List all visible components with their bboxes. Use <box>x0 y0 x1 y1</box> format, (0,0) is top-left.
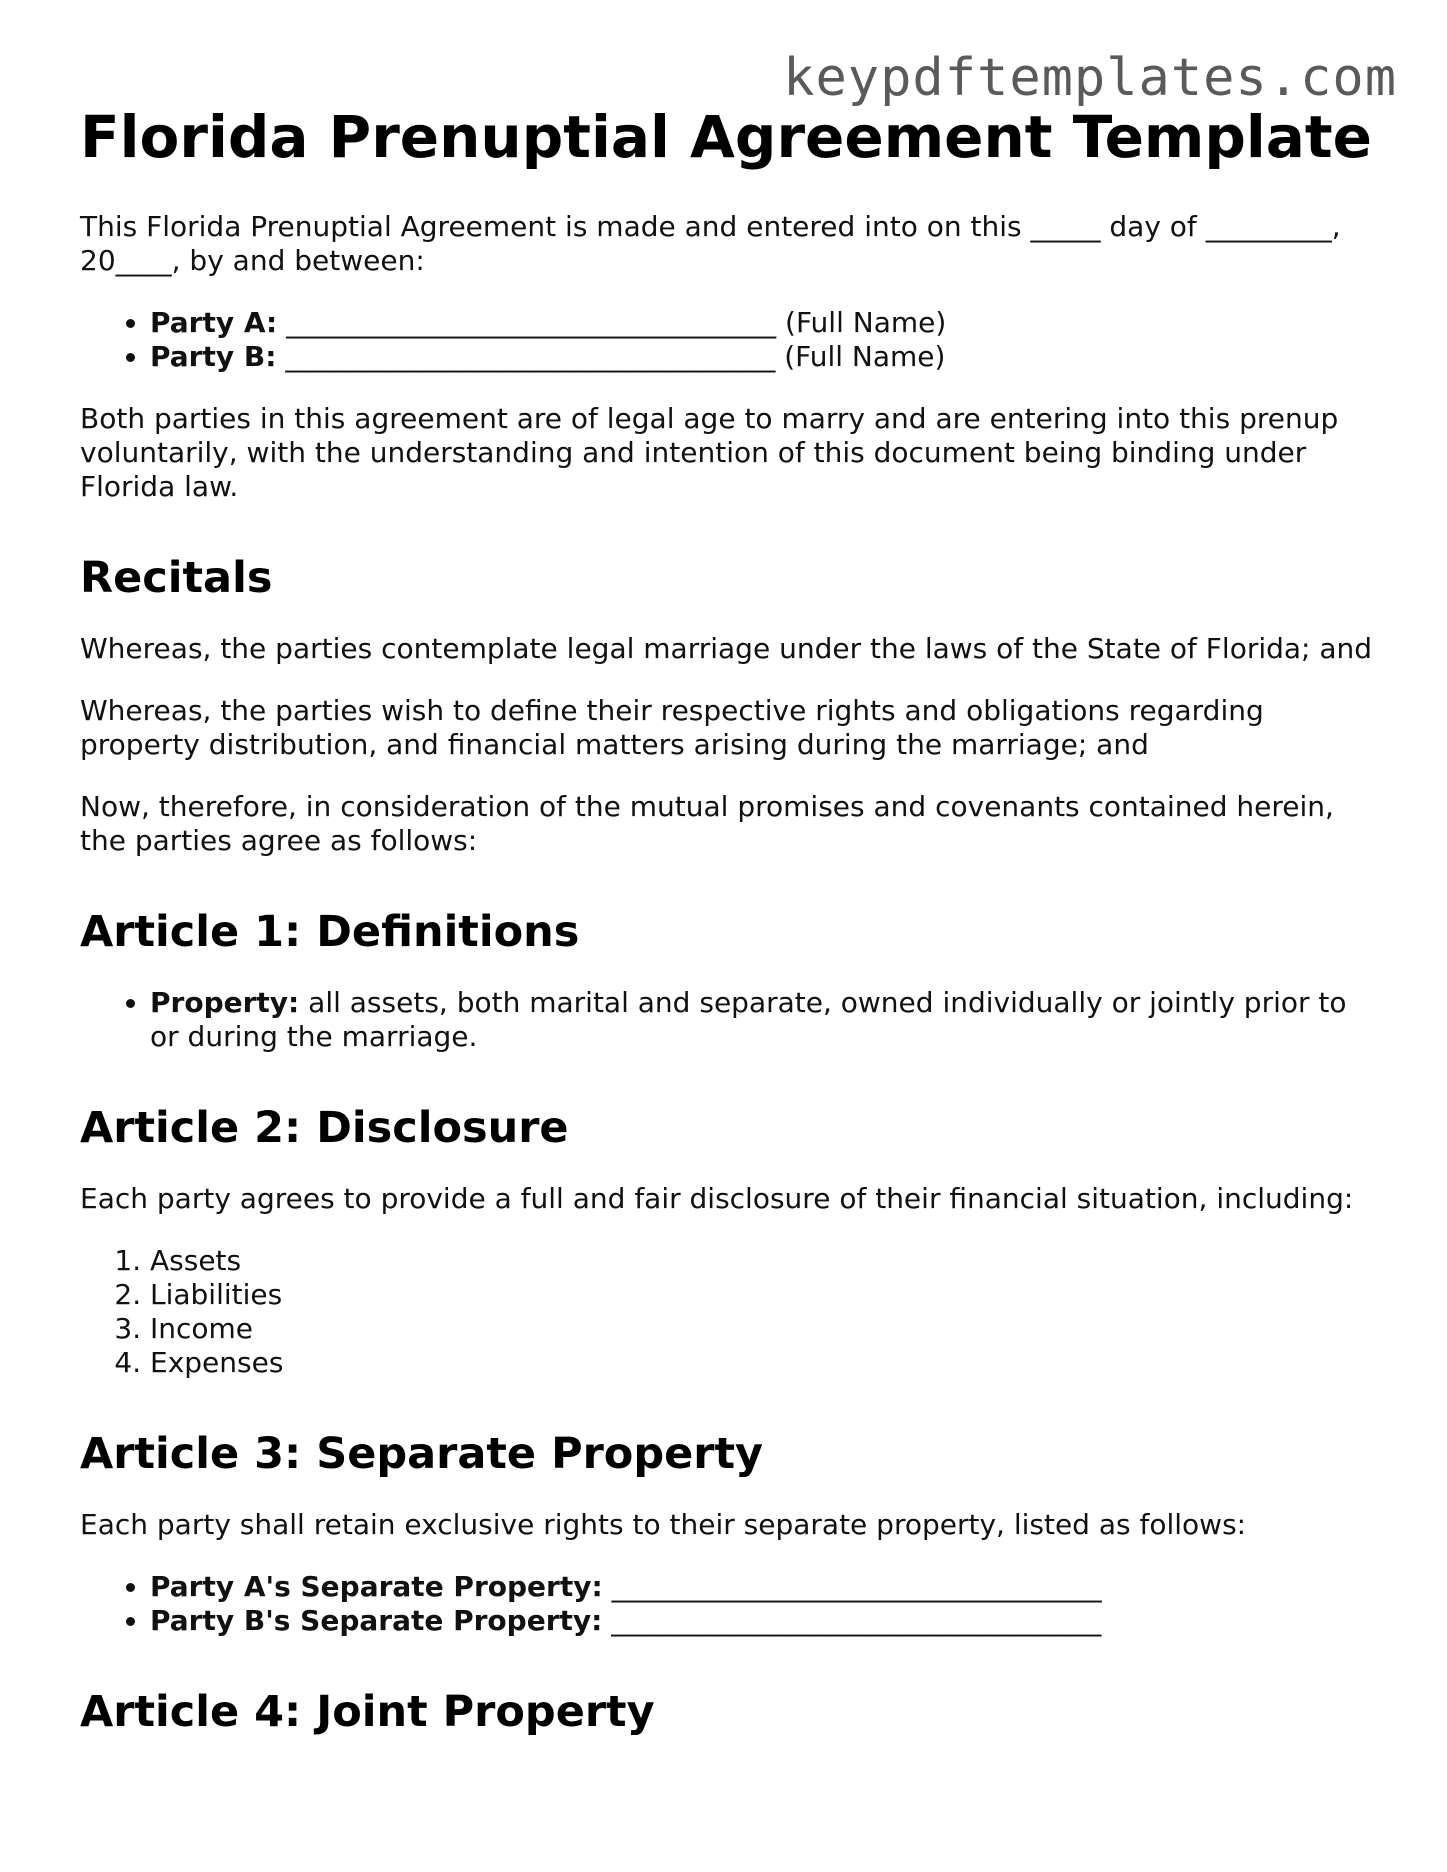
article-2-heading: Article 2: Disclosure <box>80 1103 569 1153</box>
document-page <box>80 102 1380 1738</box>
recital-paragraph-3: Now, therefore, in consideration of the mutual promises and covenants contained herein, the parties agree as follows: <box>80 790 1334 857</box>
parties-list <box>80 306 1380 374</box>
list-item <box>150 306 1380 340</box>
list-item: 3. Income <box>150 1312 1380 1346</box>
disclosure-list <box>80 1244 1380 1380</box>
recital-paragraph-2: Whereas, the parties wish to define their respective rights and obligations regarding property distribution, and financial matters arising during the marriage; and <box>80 694 1264 761</box>
list-item <box>150 986 1380 1054</box>
article-3-heading: Article 3: Separate Property <box>80 1429 764 1479</box>
party-b-blank: ___________________________________ (Full Name) <box>285 340 946 373</box>
party-a-label: Party A: <box>150 306 278 339</box>
party-b-label: Party B: <box>150 340 277 373</box>
list-item: 1. Assets <box>150 1244 1380 1278</box>
list-item: 4. Expenses <box>150 1346 1380 1380</box>
list-item <box>150 1570 1380 1604</box>
article-1-heading: Article 1: Definitions <box>80 907 580 957</box>
article-4-heading: Article 4: Joint Property <box>80 1687 655 1737</box>
recitals-heading: Recitals <box>80 553 273 603</box>
disclosure-paragraph: Each party agrees to provide a full and fair disclosure of their financial situation, including: <box>80 1182 1354 1215</box>
party-a-property-blank: ___________________________________ <box>611 1570 1102 1603</box>
list-item <box>150 1604 1380 1638</box>
list-item <box>150 340 1380 374</box>
definition-text: all assets, both marital and separate, owned individually or jointly prior to or during the marriage. <box>150 986 1347 1053</box>
list-item: 2. Liabilities <box>150 1278 1380 1312</box>
definition-term: Property: <box>150 986 300 1019</box>
intro-paragraph: This Florida Prenuptial Agreement is made and entered into on this _____ day of _________, 20____, by and between: <box>80 210 1341 277</box>
definitions-list <box>80 986 1380 1054</box>
separate-property-paragraph: Each party shall retain exclusive rights to their separate property, listed as follows: <box>80 1508 1247 1541</box>
recital-paragraph-1: Whereas, the parties contemplate legal marriage under the laws of the State of Florida; and <box>80 632 1373 665</box>
separate-property-list <box>80 1570 1380 1638</box>
watermark: keypdftemplates.com <box>783 48 1397 108</box>
party-b-property-label: Party B's Separate Property: <box>150 1604 603 1637</box>
party-b-property-blank: ___________________________________ <box>611 1604 1102 1637</box>
party-a-blank: ___________________________________ (Full Name) <box>286 306 947 339</box>
legal-age-paragraph: Both parties in this agreement are of legal age to marry and are entering into this prenup voluntarily, with the understanding and intention of this document being binding under Florida law. <box>80 402 1339 503</box>
party-a-property-label: Party A's Separate Property: <box>150 1570 603 1603</box>
page-title: Florida Prenuptial Agreement Template <box>80 103 1372 171</box>
